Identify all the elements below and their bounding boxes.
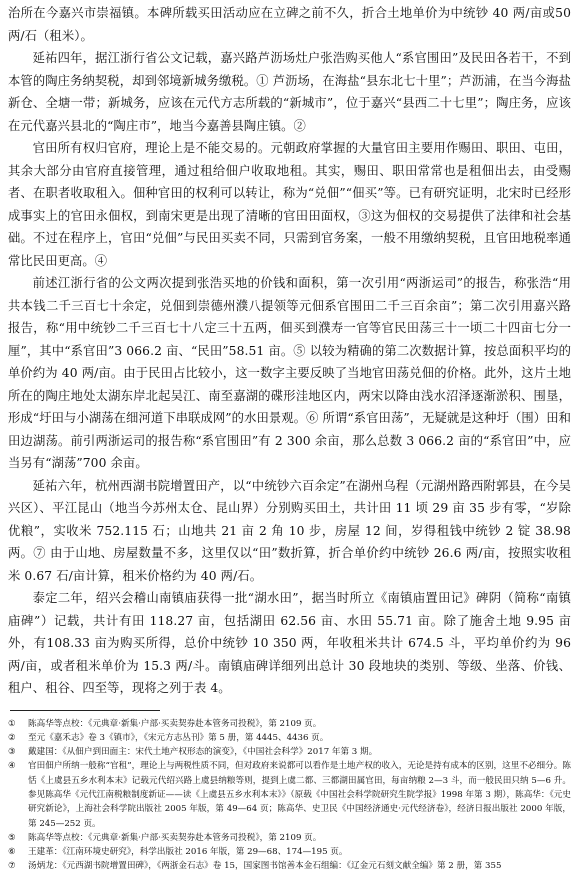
footnote-item [8, 759, 571, 830]
footnote-text: 戴建国：《从佃户到田面主：宋代土地产权形态的演变》，《中国社会科学》2017 年第 3 期。 [28, 747, 378, 758]
paragraph-4: 前述江浙行省的公文两次提到张浩买地的价钱和面积，第一次引用“两浙运司”的报告，称张浩“用共本钱二千三百七十余定，兑佃到崇德州濮八提领等元佃系官围田二千三百余亩”；第二次引用嘉兴路报告，称“用中统钞二千三百七十八定三十五两，佃买到濮寿一官等官民田荡三十一顷二十四亩七分一厘”，其中“系官田”3 066.2 亩、“民田”58.51 亩。⑤ 以较为精确的第二次数据计算，按总面积平均的单价约为 40 两/亩。由于民田占比较小，这一数字主要反映了当地官田荡兑佃的价格。此外，这片土地所在的陶庄地处太湖东岸北起吴江、南至嘉湖的碟形洼地区内，两宋以降由浅水沼泽逐渐淤积、围垦，形成“圩田与小湖荡在细河道下串联成网”的水田景观。⑥ 所谓“系官田荡”，无疑就是这种圩（围）田和田边湖荡。前引两浙运司的报告称“系官围田”有 2 300 余亩，那么总数 3 066.2 亩的“系官田”中，应当另有“湖荡”700 余亩。 [8, 276, 571, 470]
paragraph-2: 延祐四年，据江浙行省公文记载，嘉兴路芦沥场灶户张浩购买他人“系官围田”及民田各若干，不到本管的陶庄务纳契税，却到邻境新城务缴税。① 芦沥场，在海盐“县东北七十里”；芦沥浦，在当今海盐新仓、全塘一带；新城务，应该在元代方志所载的“新城市”，位于嘉兴“县西二十七里”；陶庄务，应该在元代嘉兴县北的“陶庄市”，地当今嘉善县陶庄镇。② [8, 51, 571, 133]
paragraph-3: 官田所有权归官府，理论上是不能交易的。元朝政府掌握的大量官田主要用作赐田、职田、屯田，其余大部分由官府直接管理，通过租给佃户收取地租。其实，赐田、职田常常也是租佃出去，由受赐者、在职者收取租入。佃种官田的权利可以转让，称为“兑佃”“佃买”等。已有研究证明，北宋时已经形成事实上的官田永佃权，到南宋更是出现了清晰的官田田面权，③这为佃权的交易提供了法律和社会基础。不过在程序上，官田“兑佃”与民田买卖不同，只需到官务案，一般不用缴纳契税，且官田地税率通常比民田更高。④ [8, 141, 571, 268]
footnote-text: 陈高华等点校：《元典章·新集·户部·买卖契券赴本管务司投税》，第 2109 页。 [28, 718, 322, 729]
footnote-item [8, 745, 571, 759]
footnote-number: ⑥ [8, 847, 16, 858]
footnote-item [8, 845, 571, 859]
footnote-text: 王建革：《江南环境史研究》，科学出版社 2016 年版，第 29—68、174—195 页。 [28, 847, 348, 858]
paragraph-5: 延祐六年，杭州西湖书院增置田产，以“中统钞六百余定”在湖州乌程（元湖州路西附郭县，在今吴兴区）、平江昆山（地当今苏州太仓、昆山界）分别购买田土，共计田 11 顷 29 亩 35 步有零，“岁除优粮”，实收米 752.115 石；山地共 21 亩 2 角 10 步，房屋 12 间，岁得租钱中统钞 2 锭 38.98 两。⑦ 由于山地、房屋数量不多，这里仅以“田”数折算，折合单价约中统钞 26.6 两/亩，按照实收租米 0.67 石/亩计算，租米价格约为 40 两/石。 [8, 478, 571, 583]
footnote-number: ⑤ [8, 832, 16, 843]
footnote-number: ① [8, 718, 16, 729]
footnote-number: ② [8, 732, 16, 743]
footnote-item [8, 717, 571, 731]
footnote-text: 官田佃户所纳一般称“官租”，理论上与两税性质不同，但对政府来说都可以看作是土地产权的收入，无论是持有成本的区别，这里不必细分。陈恬《上虞县五乡水利本末》记载元代绍兴路上虞县纳粮等则，提到上虞二都、三都湖田属官田，每亩纳粮 2—3 斗，而一般民田只纳 5—6 升。参见陈高华《元代江南税粮制度新证——读《上虞县五乡水利本末》》（原载《中国社会科学院研究生院学报》1998 年第 3 期），陈高华：《元史研究新论》，上海社会科学院出版社 2005 年版，第 49—64 页；陈高华、史卫民《中国经济通史·元代经济卷》，经济日报出版社 2000 年版，第 245—252 页。 [28, 761, 571, 829]
footnote-number: ⑦ [8, 861, 16, 872]
paragraph-6: 泰定二年，绍兴会稽山南镇庙获得一批“湖水田”，据当时所立《南镇庙置田记》碑阴（简称“南镇庙碑”）记载，共计有田 118.27 亩，包括湖田 62.56 亩、水田 55.71 亩。除了施舍土地 9.95 亩外，有108.33 亩为购买所得，总价中统钞 10 350 两，年收租米共计 674.5 斗，平均单价约为 96 两/亩，或者租米单价为 15.3 两/斗。南镇庙碑详细列出总计 30 段地块的类别、等级、坐落、价钱、租户、租谷、四至等，现将之列于表 4。 [8, 591, 571, 695]
footnote-number: ④ [8, 761, 16, 772]
footnote-item [8, 859, 571, 873]
footnote-divider [10, 710, 160, 711]
footnote-item [8, 831, 571, 845]
footnote-text: 至元《嘉禾志》卷 3《镇市》，《宋元方志丛刊》第 5 册，第 4445、4436 页。 [28, 732, 329, 743]
paragraph-1: 治所在今嘉兴市崇福镇。本碑所载买田活动应在立碑之前不久，折合土地单价为中统钞 40 两/亩或50 两/石（租米）。 [8, 6, 571, 43]
footnote-item [8, 731, 571, 745]
footnote-number: ③ [8, 747, 16, 758]
body-text [8, 2, 571, 700]
footnote-text: 汤炳龙：《元西湖书院增置田碑》，《两浙金石志》卷 15，国家图书馆善本金石组编：《辽金元石刻文献全编》第 2 册，第 355 [28, 861, 502, 872]
footnotes [8, 717, 571, 874]
footnote-text: 陈高华等点校：《元典章·新集·户部·买卖契券赴本管务司投税》，第 2109 页。 [28, 832, 322, 843]
